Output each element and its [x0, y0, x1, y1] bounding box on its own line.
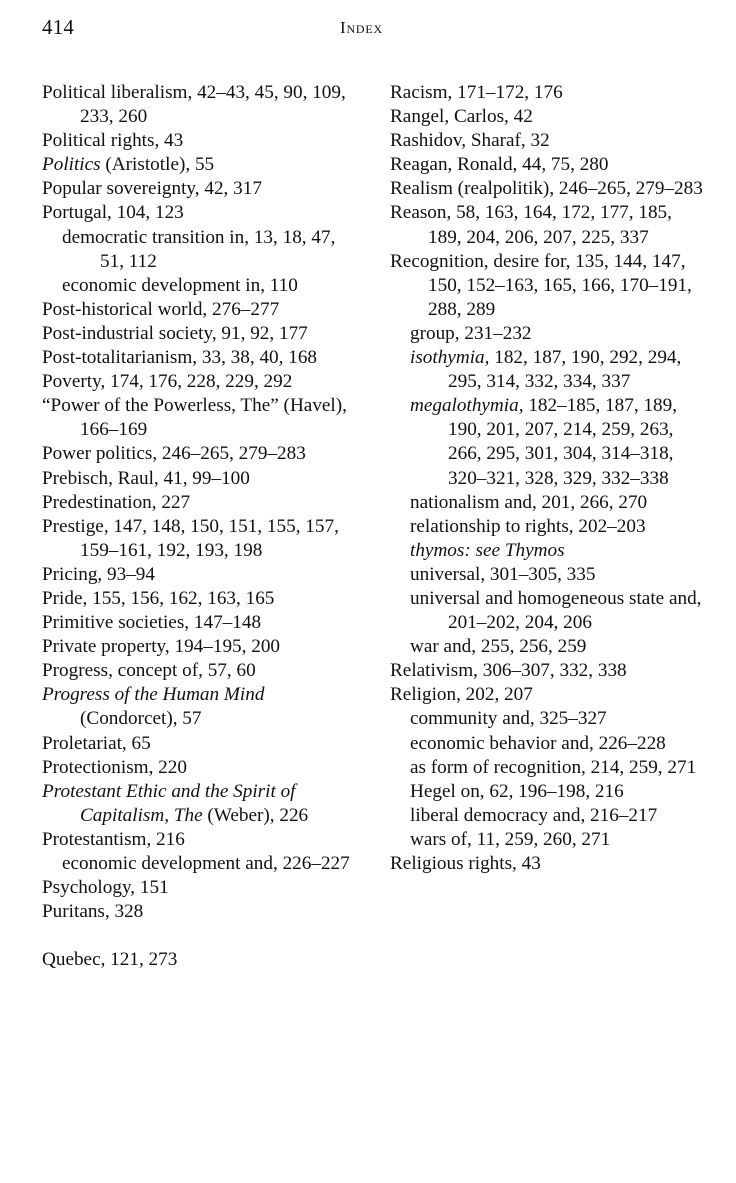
index-entry-text: universal and homogeneous state and, 201–202, 204, 206 — [410, 587, 702, 634]
index-entry — [42, 394, 357, 442]
index-entry-text: liberal democracy and, 216–217 — [410, 804, 658, 826]
index-subentry — [42, 274, 357, 298]
index-entry-text: wars of, 11, 259, 260, 271 — [410, 828, 611, 850]
index-entry-text: Quebec, 121, 273 — [42, 949, 178, 971]
index-entry — [42, 515, 357, 563]
index-entry-text: Rashidov, Sharaf, 32 — [390, 130, 550, 152]
index-entry-text: Proletariat, 65 — [42, 732, 151, 754]
index-entry — [42, 732, 357, 756]
index-entry-text: Post-historical world, 276–277 — [42, 298, 280, 320]
index-entry-text: war and, 255, 256, 259 — [410, 636, 587, 658]
index-entry — [42, 756, 357, 780]
index-entry — [42, 635, 357, 659]
index-subentry — [390, 587, 705, 635]
index-entry — [42, 153, 357, 177]
index-entry-italic-text: Progress of the Human Mind — [42, 684, 265, 706]
index-entry-text: Religion, 202, 207 — [390, 684, 533, 706]
index-entry-text: economic behavior and, 226–228 — [410, 732, 666, 754]
index-subentry — [390, 756, 705, 780]
index-entry-text: Reagan, Ronald, 44, 75, 280 — [390, 154, 609, 176]
index-entry-text: Private property, 194–195, 200 — [42, 636, 281, 658]
index-entry — [42, 322, 357, 346]
index-subentry — [390, 635, 705, 659]
index-entry-text: Power politics, 246–265, 279–283 — [42, 443, 306, 465]
index-entry-text: Puritans, 328 — [42, 901, 144, 923]
index-entry — [42, 683, 357, 731]
index-subentry — [390, 563, 705, 587]
index-subentry — [390, 804, 705, 828]
index-entry — [42, 442, 357, 466]
index-subentry — [390, 515, 705, 539]
index-entry — [42, 81, 357, 129]
index-entry-text: Portugal, 104, 123 — [42, 202, 184, 224]
index-column-left — [42, 81, 357, 972]
index-entry — [42, 491, 357, 515]
index-subentry — [42, 852, 357, 876]
index-entry-text: Post-totalitarianism, 33, 38, 40, 168 — [42, 347, 318, 369]
index-entry-text: Pride, 155, 156, 162, 163, 165 — [42, 587, 275, 609]
index-entry-text: group, 231–232 — [410, 322, 532, 344]
index-entry-text: Relativism, 306–307, 332, 338 — [390, 660, 627, 682]
index-entry-text: economic development and, 226–227 — [62, 853, 350, 874]
index-entry-text: Predestination, 227 — [42, 491, 191, 513]
index-entry-text: Political rights, 43 — [42, 130, 184, 152]
index-subentry — [390, 539, 705, 563]
index-entry-text: nationalism and, 201, 266, 270 — [410, 491, 648, 513]
index-entry-text: community and, 325–327 — [410, 708, 607, 730]
index-entry-text: Poverty, 174, 176, 228, 229, 292 — [42, 371, 293, 393]
index-entry-italic-text: thymos: see Thymos — [410, 539, 565, 561]
index-entry-text: Religious rights, 43 — [390, 853, 541, 874]
index-entry-text: “Power of the Powerless, The” (Havel), 166–169 — [42, 395, 347, 441]
index-subentry — [390, 707, 705, 731]
index-subentry — [390, 732, 705, 756]
index-entry-text: (Condorcet), 57 — [80, 708, 202, 730]
index-entry — [390, 177, 705, 201]
index-entry-text: Primitive societies, 147–148 — [42, 612, 262, 634]
index-subentry — [390, 828, 705, 852]
index-entry — [42, 611, 357, 635]
index-entry-text: Rangel, Carlos, 42 — [390, 106, 533, 128]
index-entry — [42, 876, 357, 900]
index-subentry — [390, 491, 705, 515]
index-subentry — [42, 226, 357, 274]
index-entry-text: Hegel on, 62, 196–198, 216 — [410, 780, 624, 802]
index-entry — [42, 467, 357, 491]
index-entry-text: Prebisch, Raul, 41, 99–100 — [42, 467, 250, 489]
index-entry-text: relationship to rights, 202–203 — [410, 515, 646, 537]
index-entry-text: 182, 187, 190, 292, 294, 295, 314, 332, 334, 337 — [448, 347, 682, 393]
index-entry-text: Racism, 171–172, 176 — [390, 82, 563, 103]
index-entry — [390, 852, 705, 876]
page-header — [0, 14, 736, 44]
index-entry — [42, 563, 357, 587]
page-number: 414 — [42, 15, 75, 39]
index-entry — [42, 298, 357, 322]
index-entry-text: Protectionism, 220 — [42, 756, 187, 778]
index-entry — [390, 81, 705, 105]
index-subentry — [390, 322, 705, 346]
index-subentry — [390, 780, 705, 804]
index-entry — [42, 659, 357, 683]
index-entry-italic-text: Protestant Ethic and the Spirit of Capitalism, The — [42, 780, 296, 826]
index-entry-text: universal, 301–305, 335 — [410, 563, 596, 585]
index-entry-text: (Weber), 226 — [202, 804, 309, 826]
index-entry — [42, 201, 357, 225]
index-entry — [42, 346, 357, 370]
index-column-right — [390, 81, 705, 876]
index-entry-italic-text: megalothymia, — [410, 395, 524, 417]
index-entry-text: Psychology, 151 — [42, 877, 169, 899]
index-entry-text: Protestantism, 216 — [42, 828, 185, 850]
index-entry-text: Political liberalism, 42–43, 45, 90, 109, 233, 260 — [42, 82, 346, 128]
index-entry — [390, 153, 705, 177]
index-entry-text: Post-industrial society, 91, 92, 177 — [42, 322, 308, 344]
index-entry-text: Prestige, 147, 148, 150, 151, 155, 157, 159–161, 192, 193, 198 — [42, 515, 339, 561]
index-entry — [42, 948, 357, 972]
index-entry-text: Progress, concept of, 57, 60 — [42, 660, 256, 682]
index-entry-text: democratic transition in, 13, 18, 47, 51, 112 — [62, 226, 336, 272]
index-entry — [390, 201, 705, 249]
index-entry-text: (Aristotle), 55 — [100, 154, 215, 176]
index-subentry — [390, 394, 705, 490]
index-entry — [390, 105, 705, 129]
index-entry-text: Popular sovereignty, 42, 317 — [42, 178, 262, 200]
index-entry-text: as form of recognition, 214, 259, 271 — [410, 756, 697, 778]
index-entry — [42, 129, 357, 153]
index-entry-text: 182–185, 187, 189, 190, 201, 207, 214, 259, 263, 266, 295, 301, 304, 314–318, 320–321, 328, 329, 332–338 — [448, 395, 678, 489]
index-entry — [42, 780, 357, 828]
index-entry — [390, 250, 705, 322]
index-entry — [42, 370, 357, 394]
index-entry-text: Reason, 58, 163, 164, 172, 177, 185, 189, 204, 206, 207, 225, 337 — [390, 202, 672, 248]
index-subentry — [390, 346, 705, 394]
index-entry — [42, 900, 357, 924]
index-entry — [390, 659, 705, 683]
index-entry-italic-text: isothymia, — [410, 347, 490, 369]
index-entry — [42, 828, 357, 852]
index-entry — [42, 177, 357, 201]
index-entry — [42, 587, 357, 611]
index-entry — [390, 129, 705, 153]
index-entry-text: Pricing, 93–94 — [42, 563, 155, 585]
running-head: Index — [340, 18, 383, 37]
index-entry-text: Realism (realpolitik), 246–265, 279–283 — [390, 178, 703, 200]
index-entry-text: economic development in, 110 — [62, 274, 298, 296]
index-entry — [390, 683, 705, 707]
index-entry-text: Recognition, desire for, 135, 144, 147, 150, 152–163, 165, 166, 170–191, 288, 289 — [390, 250, 692, 320]
index-entry-italic-text: Politics — [42, 154, 101, 176]
